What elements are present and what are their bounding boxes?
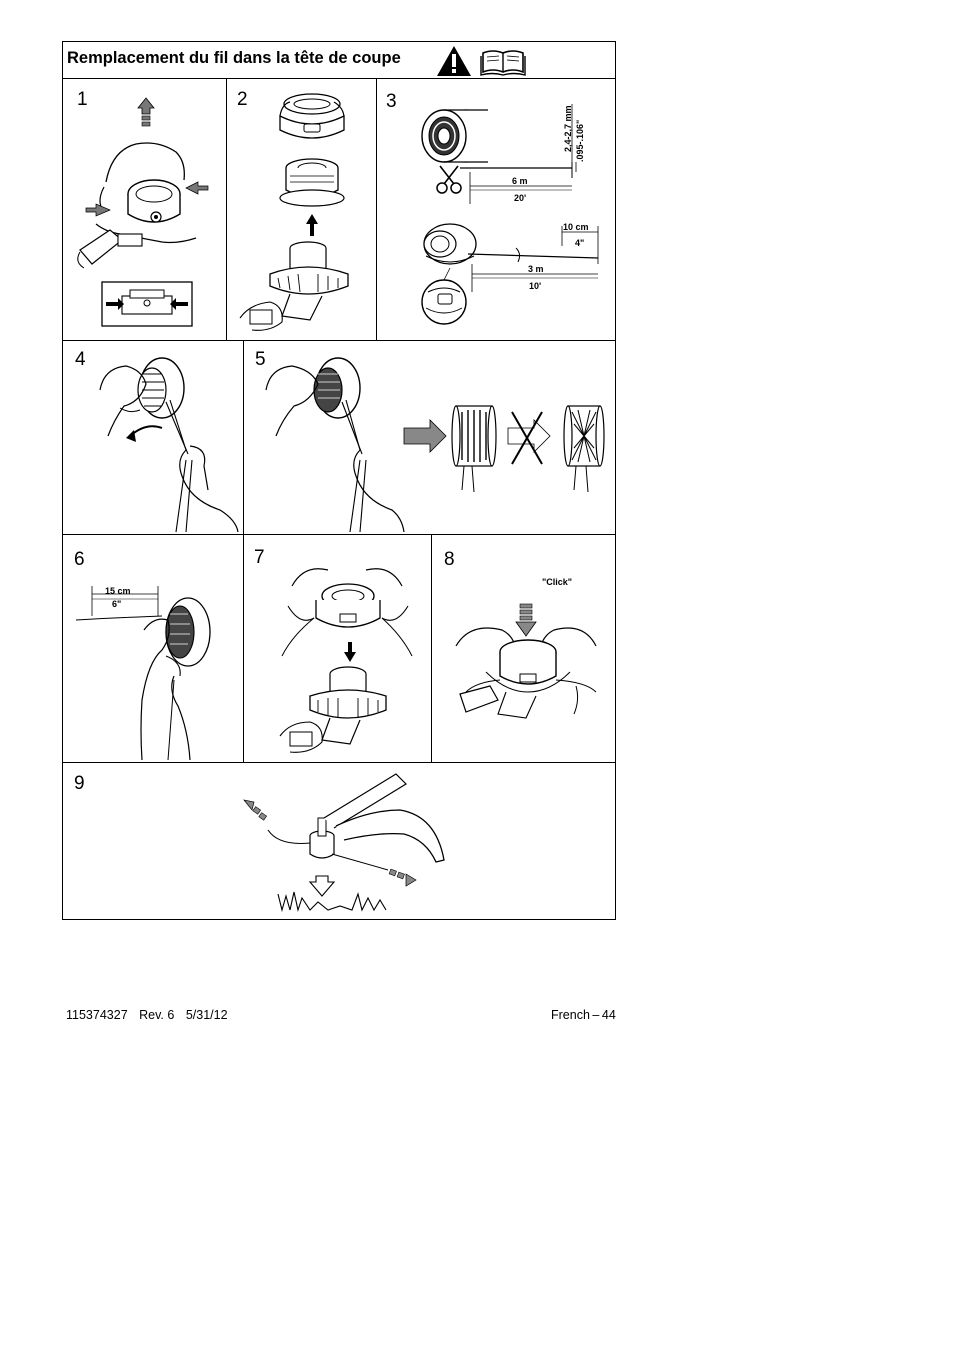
step-number-1: 1	[77, 89, 88, 110]
extra-length-cm-label: 10 cm	[563, 222, 589, 232]
step-number-7: 7	[254, 547, 265, 568]
col-divider-4-5	[243, 340, 244, 534]
step-number-5: 5	[255, 349, 266, 370]
fold-length-cm-label: 15 cm	[105, 586, 131, 596]
page-title: Remplacement du fil dans la tête de coupe	[67, 49, 401, 67]
step-2-illustration	[230, 90, 374, 334]
step-1-illustration	[66, 92, 224, 332]
step-number-2: 2	[237, 89, 248, 110]
col-divider-1-2	[226, 78, 227, 340]
scissors-icon	[437, 166, 461, 193]
page-number: French – 44	[551, 1008, 616, 1022]
col-divider-2-3	[376, 78, 377, 340]
step-number-9: 9	[74, 773, 85, 794]
step-9-illustration	[240, 770, 460, 918]
line-feed-arrow-left-icon	[244, 800, 267, 820]
step-7-illustration	[252, 556, 428, 760]
open-book-icon	[480, 48, 526, 76]
line-diameter-in-label: .095-.106"	[575, 119, 585, 162]
language-label: French	[551, 1008, 590, 1022]
part-number: 115374327	[66, 1008, 128, 1022]
trimmer-line-reel	[422, 110, 490, 162]
click-sound-label: "Click"	[542, 577, 573, 587]
document-footer-info	[66, 1008, 236, 1022]
push-down-arrow-icon	[516, 604, 536, 636]
step-6-illustration	[70, 580, 240, 760]
lift-arrow-icon	[138, 98, 154, 126]
col-divider-6-7	[243, 534, 244, 762]
line-feed-arrow-right-icon	[389, 869, 416, 886]
step-number-8: 8	[444, 549, 455, 570]
step-number-3: 3	[386, 91, 397, 112]
half-length-m-label: 3 m	[528, 264, 544, 274]
step-number-4: 4	[75, 349, 86, 370]
step-8-illustration	[446, 596, 612, 726]
row-divider-3	[62, 762, 616, 763]
row-divider-1	[62, 340, 616, 341]
step-4-illustration	[90, 350, 240, 532]
line-length-ft-label: 20'	[514, 193, 527, 203]
title-divider	[62, 78, 616, 79]
page-number-value: 44	[601, 1008, 616, 1022]
revision: Rev. 6	[139, 1008, 175, 1022]
revision-date: 5/31/12	[185, 1008, 228, 1022]
line-diameter-mm-label: 2,4-2,7 mm	[563, 105, 573, 152]
fold-length-in-label: 6"	[112, 599, 122, 609]
line-length-m-label: 6 m	[512, 176, 528, 186]
col-divider-7-8	[431, 534, 432, 762]
warning-triangle-icon	[436, 45, 472, 77]
half-length-ft-label: 10'	[529, 281, 542, 291]
row-divider-2	[62, 534, 616, 535]
step-5-illustration	[256, 350, 611, 532]
extra-length-in-label: 4"	[575, 238, 585, 248]
step-number-6: 6	[74, 549, 85, 570]
